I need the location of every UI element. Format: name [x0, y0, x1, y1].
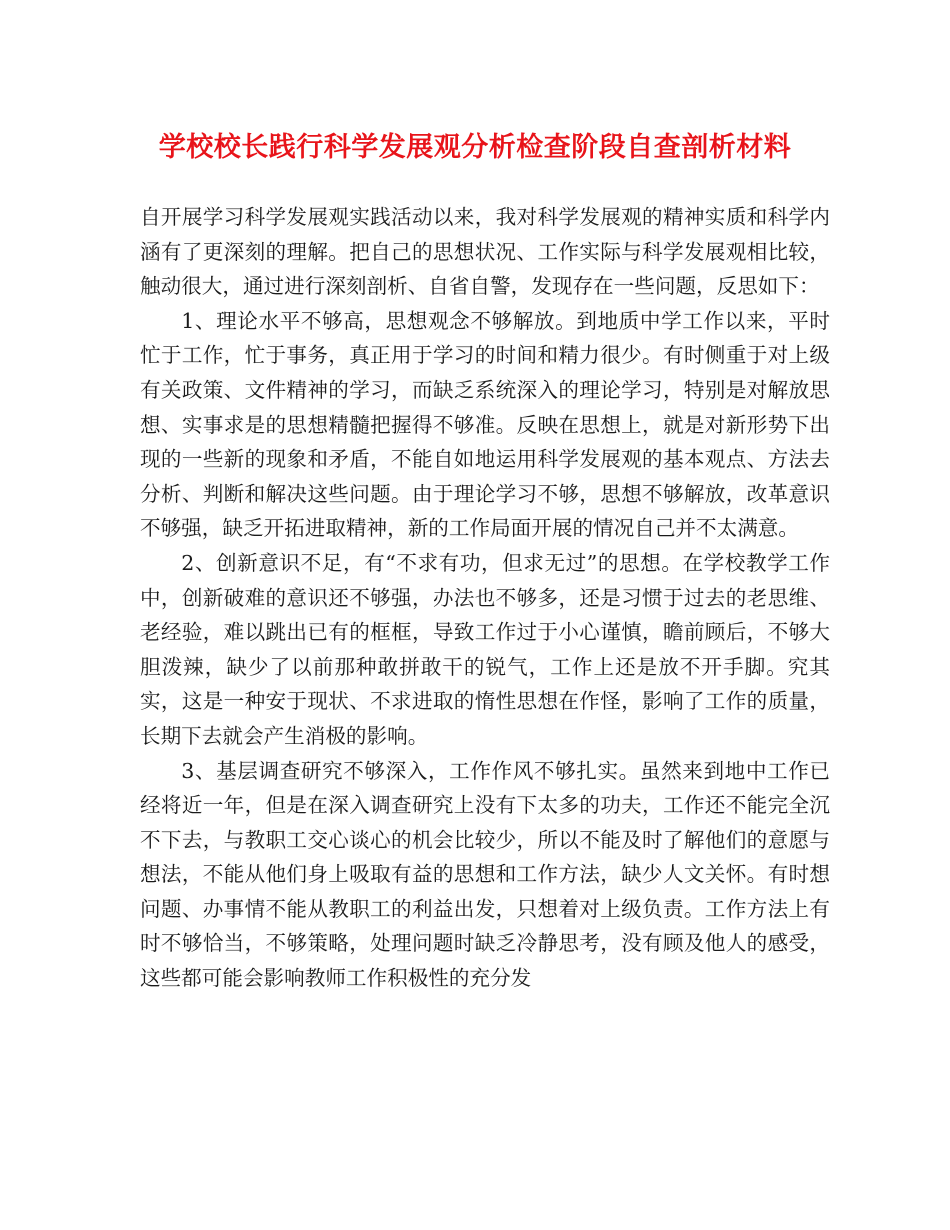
document-title: 学校校长践行科学发展观分析检查阶段自查剖析材料: [158, 132, 792, 163]
paragraph-point-1: 1、理论水平不够高，思想观念不够解放。到地质中学工作以来，平时忙于工作，忙于事务，真正用于学习的时间和精力很少。有时侧重于对上级有关政策、文件精神的学习，而缺乏系统深入的理论学习，特别是对解放思想、实事求是的思想精髓把握得不够准。反映在思想上，就是对新形势下出现的一些新的现象和矛盾，不能自如地运用科学发展观的基本观点、方法去分析、判断和解决这些问题。由于理论学习不够，思想不够解放，改革意识不够强，缺乏开拓进取精神，新的工作局面开展的情况自己并不太满意。: [140, 308, 830, 541]
paragraph-point-3: 3、基层调查研究不够深入，工作作风不够扎实。虽然来到地中工作已经将近一年，但是在深入调查研究上没有下太多的功夫，工作还不能完全沉不下去，与教职工交心谈心的机会比较少，所以不能及时了解他们的意愿与想法，不能从他们身上吸取有益的思想和工作方法，缺少人文关怀。有时想问题、办事情不能从教职工的利益出发，只想着对上级负责。工作方法上有时不够恰当，不够策略，处理问题时缺乏冷静思考，没有顾及他人的感受，这些都可能会影响教师工作积极性的充分发: [140, 758, 830, 991]
document-body: [140, 200, 830, 996]
intro-paragraph: 自开展学习科学发展观实践活动以来，我对科学发展观的精神实质和科学内涵有了更深刻的理解。把自己的思想状况、工作实际与科学发展观相比较，触动很大，通过进行深刻剖析、自省自警，发现存在一些问题，反思如下：: [140, 205, 830, 299]
paragraph-point-2: 2、创新意识不足，有“不求有功，但求无过”的思想。在学校教学工作中，创新破难的意识还不够强，办法也不够多，还是习惯于过去的老思维、老经验，难以跳出已有的框框，导致工作过于小心谨慎，瞻前顾后，不够大胆泼辣，缺少了以前那种敢拼敢干的锐气，工作上还是放不开手脚。究其实，这是一种安于现状、不求进取的惰性思想在作怪，影响了工作的质量，长期下去就会产生消极的影响。: [140, 550, 830, 748]
